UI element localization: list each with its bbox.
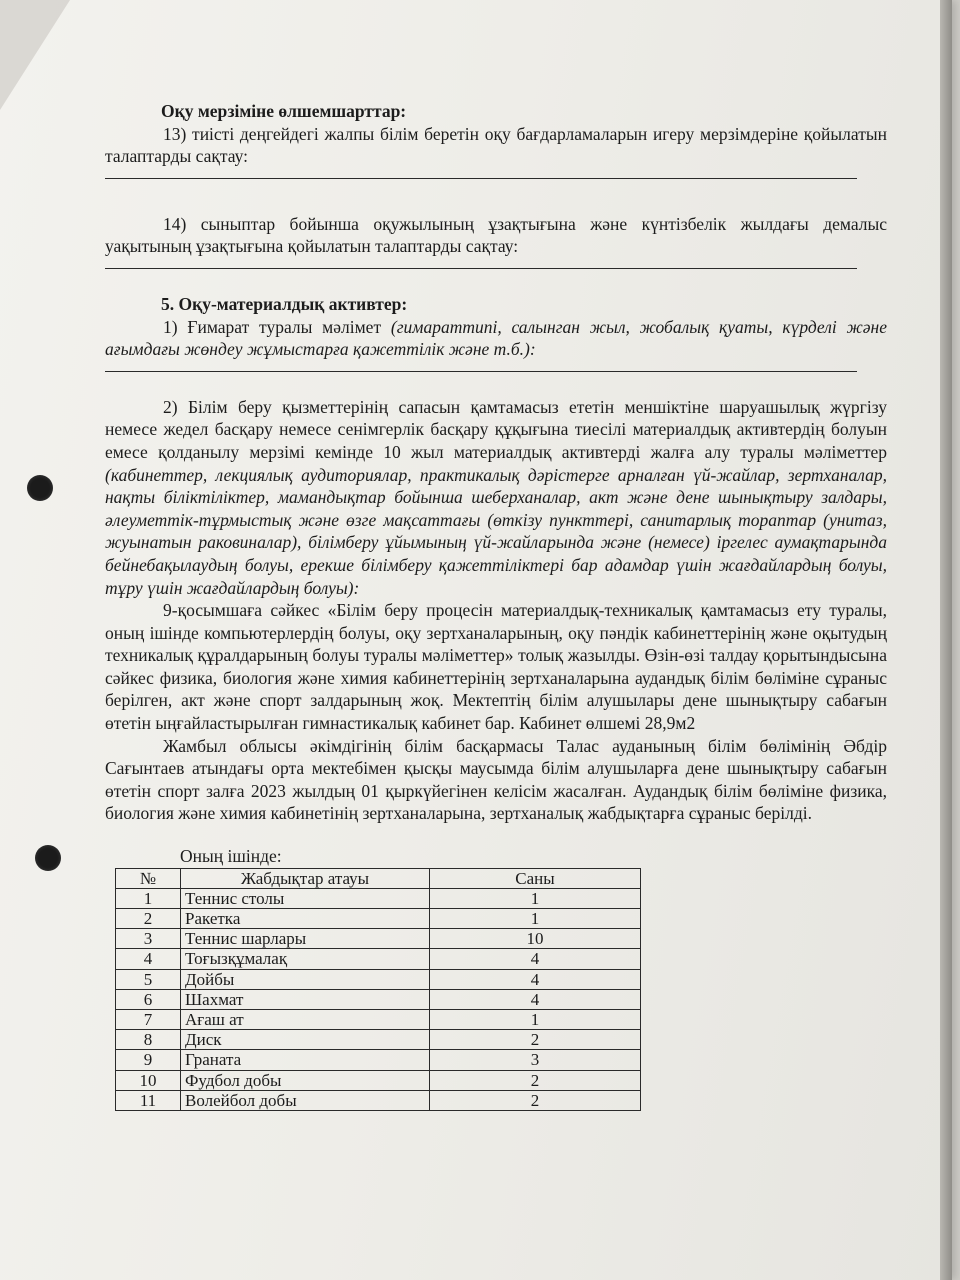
table-row bbox=[116, 949, 641, 969]
header-num: № bbox=[116, 868, 181, 888]
cell-num: 6 bbox=[116, 989, 181, 1009]
cell-name: Шахмат bbox=[181, 989, 430, 1009]
binder-hole-top bbox=[27, 475, 53, 501]
item-5-2-text: 2) Білім беру қызметтерінің сапасын қамтамасыз ететін меншіктіне шаруашылық жүргізу немесе жедел басқару немесе сенімгерлік басқару құқығына тиесілі материалдық активтердің болуын емесе қолданылу мерзімі кемінде 10 жыл материалдық активтерді жалға алу туралы мәліметтер bbox=[105, 396, 887, 462]
table-row bbox=[116, 1070, 641, 1090]
table-row bbox=[116, 969, 641, 989]
table-row bbox=[116, 989, 641, 1009]
cell-count: 4 bbox=[430, 949, 641, 969]
binder-hole-bottom bbox=[35, 845, 61, 871]
item-5-2-italic: (кабинеттер, лекциялық аудиториялар, практикалық дәрістерге арналған үй-жайлар, зертханалар, нақты біліктіліктер, мамандықтар бойынша шеберханалар, акт және дене шынықтыру залдары, әлеуметтік-тұрмыстық және өзге мақсаттағы (өткізу пункттері, санитарлық тораптар (унитаз, жуынатын раковиналар), білімберу ұйымының үй-жайларында және (немесе) іргелес аумақтарында бейнебақылаудың болуы, ерекше білімберу қажеттіліктері бар адамдар үшін жағдайлардың болуы, тұру үшін жағдайлардың болуы): bbox=[105, 464, 887, 598]
cell-name: Диск bbox=[181, 1030, 430, 1050]
cell-num: 5 bbox=[116, 969, 181, 989]
header-name: Жабдықтар атауы bbox=[181, 868, 430, 888]
cell-name: Волейбол добы bbox=[181, 1090, 430, 1110]
table-row bbox=[116, 909, 641, 929]
cell-count: 2 bbox=[430, 1090, 641, 1110]
cell-num: 9 bbox=[116, 1050, 181, 1070]
cell-name: Дойбы bbox=[181, 969, 430, 989]
document-body bbox=[105, 100, 887, 1111]
cell-num: 8 bbox=[116, 1030, 181, 1050]
answer-line-5-1 bbox=[105, 361, 857, 372]
item-5-2 bbox=[105, 396, 887, 599]
cell-name: Ағаш ат bbox=[181, 1010, 430, 1030]
item-5-1-italic: (гимараттипі, салынган жыл, жобалық қуаты, күрделі және ағымдағы жөндеу жұмыстарға қажеттілік және т.б.): bbox=[105, 316, 888, 360]
page-edge-shadow bbox=[940, 0, 952, 1280]
cell-num: 10 bbox=[116, 1070, 181, 1090]
item-5-1-text: 1) Ғимарат туралы мәлімет bbox=[163, 316, 391, 337]
cell-count: 2 bbox=[430, 1030, 641, 1050]
item-14: 14) сыныптар бойынша оқужылының ұзақтығына және күнтізбелік жылдағы демалыс уақытының ұзақтығына қойылатын талаптарды сақтау: bbox=[105, 213, 887, 257]
cell-num: 11 bbox=[116, 1090, 181, 1110]
cell-count: 2 bbox=[430, 1070, 641, 1090]
cell-count: 1 bbox=[430, 909, 641, 929]
header-count: Саны bbox=[430, 868, 641, 888]
cell-count: 4 bbox=[430, 969, 641, 989]
cell-name: Граната bbox=[181, 1050, 430, 1070]
table-row bbox=[116, 1050, 641, 1070]
cell-num: 4 bbox=[116, 949, 181, 969]
cell-num: 7 bbox=[116, 1010, 181, 1030]
page-corner-fold bbox=[0, 0, 70, 110]
cell-count: 1 bbox=[430, 888, 641, 908]
table-row bbox=[116, 1030, 641, 1050]
answer-line-13 bbox=[105, 168, 857, 179]
item-5-1 bbox=[105, 316, 887, 361]
cell-count: 1 bbox=[430, 1010, 641, 1030]
table-row bbox=[116, 888, 641, 908]
heading-section-5: 5. Оқу-материалдық активтер: bbox=[161, 293, 408, 314]
cell-name: Фудбол добы bbox=[181, 1070, 430, 1090]
cell-count: 3 bbox=[430, 1050, 641, 1070]
cell-num: 2 bbox=[116, 909, 181, 929]
item-13: 13) тиісті деңгейдегі жалпы білім беретін оқу бағдарламаларын игеру мерзімдеріне қойылатын талаптарды сақтау: bbox=[105, 123, 887, 167]
cell-name: Ракетка bbox=[181, 909, 430, 929]
table-header-row bbox=[116, 868, 641, 888]
cell-name: Тоғызқұмалақ bbox=[181, 949, 430, 969]
cell-num: 3 bbox=[116, 929, 181, 949]
table-caption: Оның ішінде: bbox=[180, 846, 282, 867]
table-row bbox=[116, 929, 641, 949]
cell-count: 10 bbox=[430, 929, 641, 949]
paragraph-agreement: Жамбыл облысы әкімдігінің білім басқармасы Талас ауданының білім бөлімінің Әбдір Сағынтаев атындағы орта мектебімен қысқы маусымда білім алушыларға дене шынықтыру сабағын өтетін спорт залға 2023 жылдың 01 қыркүйегінен келісім жасалған. Аудандық білім бөліміне физика, биология және химия кабинетінің зертханаларына, зертханалық жабдықтарға сұраныс берілді. bbox=[105, 735, 887, 824]
equipment-table bbox=[115, 868, 641, 1111]
cell-name: Теннис столы bbox=[181, 888, 430, 908]
cell-name: Теннис шарлары bbox=[181, 929, 430, 949]
table-row bbox=[116, 1090, 641, 1110]
answer-line-14 bbox=[105, 258, 857, 269]
heading-deadline-criteria: Оқу мерзіміне өлшемшарттар: bbox=[161, 101, 407, 121]
cell-count: 4 bbox=[430, 989, 641, 1009]
paragraph-appendix-9: 9-қосымшаға сәйкес «Білім беру процесін материалдық-техникалық қамтамасыз ету туралы, оның ішінде компьютерлердің болуы, оқу зертханаларының, оқу пәндік кабинеттерінің және оқытудың техникалық құралдарының болуы туралы мәліметтер» толық жазылды. Өзін-өзі талдау қорытындысына сәйкес физика, биология және химия кабинеттерінің зертханаларына аудандық білім бөліміне сұраныс берілген, акт және спорт залдарының жоқ. Мектептің білім алушылары дене шынықтыру сабағын өтетін ыңғайластырылған гимнастикалық кабинет бар. Кабинет өлшемі 28,9м2 bbox=[105, 600, 887, 734]
cell-num: 1 bbox=[116, 888, 181, 908]
table-row bbox=[116, 1010, 641, 1030]
